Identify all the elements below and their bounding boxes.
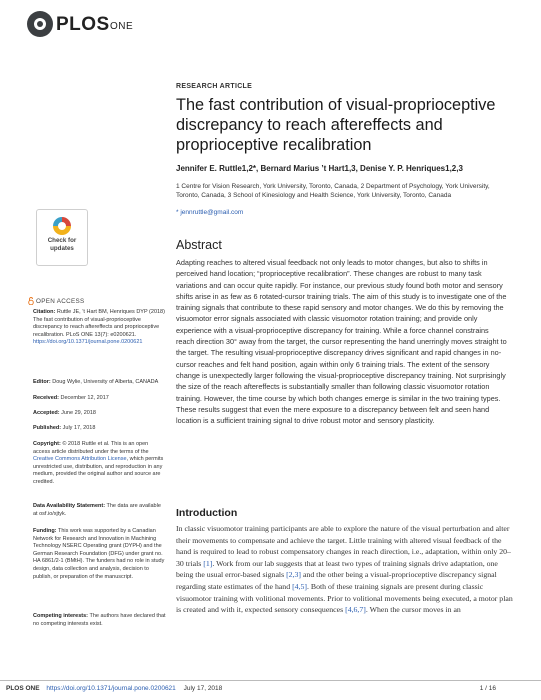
citation-label: Citation:	[33, 309, 56, 315]
introduction-paragraph	[176, 523, 516, 616]
received-label: Received:	[33, 395, 59, 401]
accepted-date: June 29, 2018	[61, 410, 96, 416]
editor-block	[33, 379, 166, 387]
check-updates-icon	[52, 216, 72, 236]
abstract-text: Adapting reaches to altered visual feedback not only leads to motor changes, but also to shifts in perceived hand location; “proprioceptive recalibration”. These changes are robust to many task variations and can occur quite rapidly. For instance, our previous study found both motor and sensory shifts arise in as few as 6 rotated-cursor training trials. The aim of this study is to investigate one of the training signals that contribute to these rapid sensory and motor changes. We do this by removing the visuomotor error signals associated with classic visuomotor rotation training; and provide only experience with a visual-proprioceptive discrepancy for training. While a force channel constrains reach direction 30° away from the target, the cursor representing the hand unerringly moves straight to the target. The resulting visual-proprioceptive discrepancy drives significant and rapid changes in no-cursor reaches and felt hand position, again within only 6 training trials. The extent of the sensory change is unexpectedly larger following the visual-proprioceptive discrepancy training. Not surprisingly the size of the reach aftereffects is substantially smaller than following classic visuomotor rotation training. However, the time course by which both changes emerge is similar in the two training types. These results suggest that even the mere exposure to a discrepancy between felt and seen hand location is a sufficient training signal to drive robust motor and sensory plasticity.	[176, 258, 507, 426]
citation-block	[33, 309, 166, 347]
footer-divider	[0, 680, 541, 681]
data-availability-block	[33, 503, 166, 518]
copyright-text: © 2018 Ruttle et al. This is an open access article distributed under the terms of the	[33, 441, 149, 455]
published-block	[33, 425, 166, 433]
footer-citation	[6, 685, 222, 692]
competing-interests-text: The authors have declared that no competing interests exist.	[33, 613, 166, 627]
intro-text: . When the cursor moves in an	[365, 605, 461, 615]
citation-link[interactable]: [2,3]	[286, 570, 302, 580]
copyright-block	[33, 441, 166, 487]
published-label: Published:	[33, 425, 62, 431]
accepted-block	[33, 410, 166, 418]
funding-block	[33, 528, 166, 581]
journal-name: PLOS	[56, 14, 110, 35]
introduction-heading: Introduction	[176, 507, 238, 519]
received-block	[33, 395, 166, 403]
intro-text: . Both of these training signals are present during classic visuomotor training with volitional movements. Prior to volitional movements being executed, a motor plan is created and with it, expected sensory consequences	[176, 581, 513, 615]
article-title: The fast contribution of visual-proprioceptive discrepancy to reach aftereffects and proprioceptive recalibration	[176, 96, 496, 154]
intro-text: and the other being a visual-proprioceptive discrepancy signal regarding state estimates of the hand	[176, 570, 497, 591]
affiliations: 1 Centre for Vision Research, York University, Toronto, Canada, 2 Department of Psychology, York University, Toronto, Canada, 3 School of Kinesiology and Health Science, York University, Toronto, Canada	[176, 183, 490, 200]
published-date: July 17, 2018	[62, 425, 96, 431]
page-number: 1 / 16	[479, 685, 496, 692]
citation-doi-link[interactable]: https://doi.org/10.1371/journal.pone.0200621	[33, 339, 143, 346]
badge-label: Check for updates	[47, 237, 77, 252]
editor-text: Doug Wylie, University of Alberta, CANADA	[52, 379, 159, 385]
abstract-heading: Abstract	[176, 238, 222, 252]
open-access-icon	[28, 297, 34, 305]
copyright-label: Copyright:	[33, 441, 61, 447]
copyright-text: , which permits unrestricted use, distribution, and reproduction in any medium, provided the original author and source are credited.	[33, 456, 164, 485]
article-type: RESEARCH ARTICLE	[176, 83, 253, 90]
data-availability-text: The data are available at osf.io/xjtyk.	[33, 503, 161, 517]
citation-link[interactable]: [4,6,7]	[345, 605, 366, 615]
author-list: Jennifer E. Ruttle1,2*, Bernard Marius ’t Hart1,3, Denise Y. P. Henriques1,2,3	[176, 164, 463, 173]
citation-text: Ruttle JE, ’t Hart BM, Henriques DYP (2018) The fast contribution of visual-proprioceptive discrepancy to reach aftereffects and proprioceptive recalibration. PLoS ONE 13(7): e0200621.	[33, 309, 165, 338]
footer-journal: PLOS ONE	[6, 685, 40, 692]
funding-text: This work was supported by a Canadian Network for Research and Innovation in Machining Technology NSERC Operating grant (DYPH) and the German Research Foundation (DFG) under grant no. HA 6861/2-1 (BMtH). The funders had no role in study design, data collection and analysis, decision to publish, or preparation of the manuscript.	[33, 528, 165, 580]
journal-sub: ONE	[110, 21, 134, 32]
citation-link[interactable]: [4,5]	[292, 581, 308, 591]
footer-doi-link[interactable]: https://doi.org/10.1371/journal.pone.0200621	[46, 685, 176, 692]
funding-label: Funding:	[33, 528, 57, 534]
editor-label: Editor:	[33, 379, 51, 385]
accepted-label: Accepted:	[33, 410, 60, 416]
data-availability-label: Data Availability Statement:	[33, 503, 106, 509]
competing-interests-label: Competing interests:	[33, 613, 89, 619]
received-date: December 12, 2017	[60, 395, 109, 401]
citation-link[interactable]: [1]	[203, 558, 213, 568]
open-access-label: OPEN ACCESS	[36, 298, 85, 305]
check-for-updates-badge[interactable]	[36, 209, 88, 266]
intro-text: In classic visuomotor training participants are able to explore the nature of the visual perturbation and alter their movements to compensate and achieve the target. Little training with altered visual feedback of the hand is required to lead to robust compensatory changes in reach direction, i.e., adaptation, within only 20–30 trials	[176, 524, 511, 568]
competing-interests-block	[33, 613, 166, 628]
plos-circle-icon	[26, 9, 54, 39]
intro-text: . Work from our lab suggests that at least two types of training signals drive adaptation, one being the usual error-based signals	[176, 558, 498, 580]
license-link[interactable]: Creative Commons Attribution License	[33, 456, 127, 463]
plos-one-logo[interactable]	[26, 9, 138, 39]
footer-date: July 17, 2018	[183, 685, 223, 692]
corresponding-email[interactable]: * jennruttle@gmail.com	[176, 209, 244, 216]
